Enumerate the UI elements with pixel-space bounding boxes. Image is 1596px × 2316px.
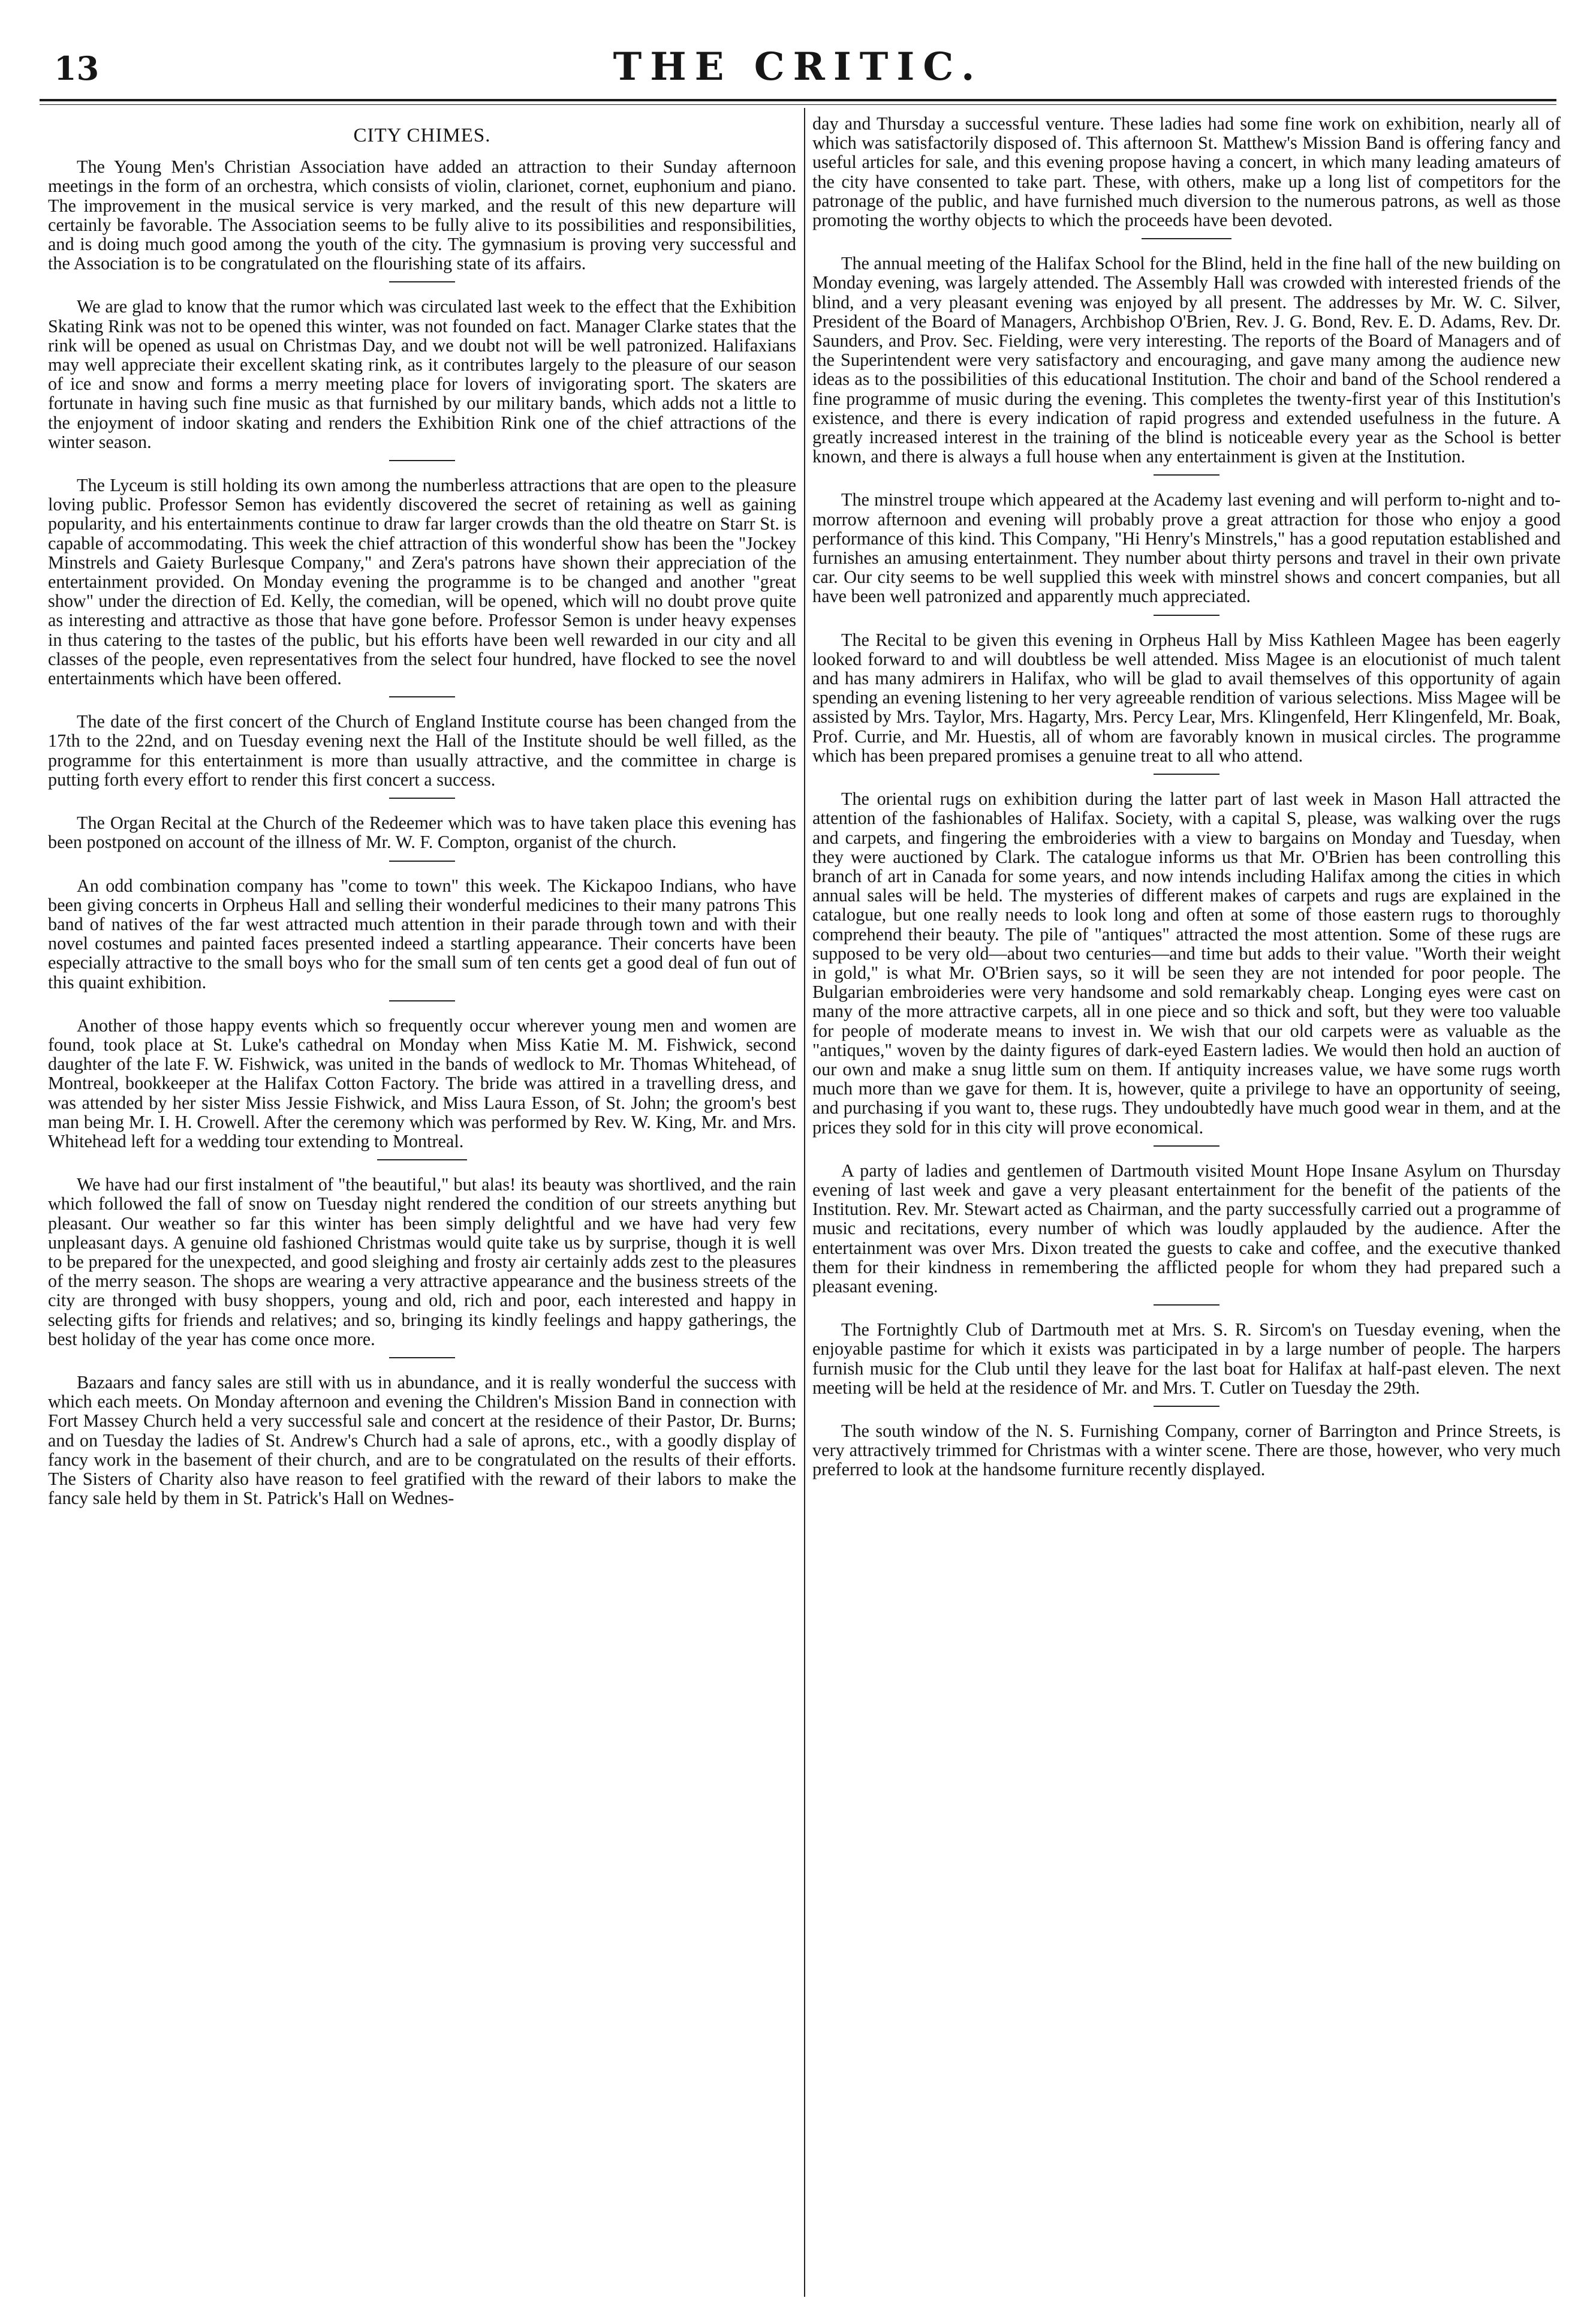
- article-paragraph: Another of those happy events which so frequently occur wherever young men and women are found, took place at St. Luke's cathedral on Monday when Miss Katie M. M. Fishwick, second daughter of the late F. W. Fishwick, was united in the bands of wedlock to Mr. Thomas Whitehead, of Montreal, bookkeeper at the Halifax Cotton Factory. The bride was attired in a travelling dress, and was attended by her sister Miss Jessie Fishwick, and Miss Laura Esson, of St. John; the groom's best man being Mr. I. H. Crowell. After the ceremony which was performed by Rev. W. King, Mr. and Mrs. Whitehead left for a wedding tour extending to Montreal.: [48, 1015, 796, 1151]
- article-separator: [1154, 1145, 1219, 1147]
- article-paragraph: We are glad to know that the rumor which was circulated last week to the effect that the Exhibition Skating Rink was not to be opened this winter, was not founded on fact. Manager Clarke states that the rink will be opened as usual on Christmas Day, and we doubt not will be well patronized. Halifaxians may well appreciate their excellent skating rink, as it contributes largely to the pleasure of our season of ice and snow and forms a merry meeting place for lovers of invigorating sport. The skaters are fortunate in having such fine music as that furnished by our military bands, which adds not a little to the enjoyment of indoor skating and renders the Exhibition Rink one of the chief attractions of the winter season.: [48, 296, 796, 452]
- article-separator: [389, 798, 455, 799]
- left-column: [48, 114, 796, 2291]
- article-separator: [389, 281, 455, 282]
- article-paragraph: The south window of the N. S. Furnishing Company, corner of Barrington and Prince Streets, is very attractively trimmed for Christmas with a winter scene. There are those, however, who very much preferred to look at the handsome furniture recently displayed.: [812, 1420, 1561, 1480]
- article-separator: [1154, 1304, 1219, 1306]
- article-paragraph: The Lyceum is still holding its own among the numberless attractions that are open to the pleasure loving public. Professor Semon has evidently discovered the secret of retaining as well as gaining popularity, and his entertainments continue to draw far larger crowds than the old theatre on Starr St. is capable of accommodating. This week the chief attraction of this wonderful show has been the "Jockey Minstrels and Gaiety Burlesque Company," and Zera's patrons have shown their appreciation of the entertainment provided. On Monday evening the programme is to be changed and another "great show" under the direction of Ed. Kelly, the comedian, will be opened, which will no doubt prove quite as interesting and attractive as those that have gone before. Professor Semon is under heavy expenses in thus catering to the tastes of the public, but his efforts have been well rewarded in our city and all classes of the people, even representatives from the select four hundred, have flocked to see the novel entertainments which have been offered.: [48, 475, 796, 689]
- article-separator: [1154, 474, 1219, 476]
- article-separator: [1154, 615, 1219, 616]
- article-separator: [1142, 238, 1231, 239]
- article-paragraph: An odd combination company has "come to town" this week. The Kickapoo Indians, who have been giving concerts in Orpheus Hall and selling their wonderful medicines to their many patrons This band of natives of the far west attracted much attention in their parade through town and with their novel costumes and painted faces presented indeed a startling appearance. Their concerts have been especially attractive to the small boys who for the small sum of ten cents get a good deal of fun out of this quaint exhibition.: [48, 875, 796, 992]
- article-separator: [389, 861, 455, 862]
- article-paragraph: A party of ladies and gentlemen of Dartmouth visited Mount Hope Insane Asylum on Thursday evening of last week and gave a very pleasant entertainment for the benefit of the patients of the Institution. Rev. Mr. Stewart acted as Chairman, and the party successfully carried out a programme of music and recitations, every number of which was loudly applauded by the audience. After the entertainment was over Mrs. Dixon treated the guests to cake and coffee, and the executive thanked them for their kindness in remembering the afflicted people for whom they had prepared such a pleasant evening.: [812, 1160, 1561, 1297]
- article-paragraph: day and Thursday a successful venture. These ladies had some fine work on exhibition, nearly all of which was satisfactorily disposed of. This afternoon St. Matthew's Mission Band is offering fancy and useful articles for sale, and this evening propose having a concert, in which many leading amateurs of the city have consented to take part. These, with others, make up a long list of competitors for the patronage of the public, and have furnished much diversion to the numerous patrons, as well as those promoting the worthy objects to which the proceeds have been devoted.: [812, 114, 1561, 231]
- right-column: [812, 114, 1561, 2291]
- article-paragraph: The Fortnightly Club of Dartmouth met at Mrs. S. R. Sircom's on Tuesday evening, when the enjoyable pastime for which it exists was participated in by a large number of people. The harpers furnish music for the Club until they leave for the last boat for Halifax at half-past eleven. The next meeting will be held at the residence of Mr. and Mrs. T. Cutler on Tuesday the 29th.: [812, 1319, 1561, 1398]
- article-paragraph: The annual meeting of the Halifax School for the Blind, held in the fine hall of the new building on Monday evening, was largely attended. The Assembly Hall was crowded with interested friends of the blind, and a very pleasant evening was enjoyed by all present. The addresses by Mr. W. C. Silver, President of the Board of Managers, Archbishop O'Brien, Rev. J. G. Bond, Rev. E. D. Adams, Rev. Dr. Saunders, and Prov. Sec. Fielding, were very interesting. The reports of the Board of Managers and of the Superintendent were very satisfactory and encouraging, and gave many among the audience new ideas as to the possibilities of this educational Institution. The choir and band of the School rendered a fine programme of music during the evening. This completes the twenty-first year of this Institution's existence, and there is every indication of rapid progress and extended usefulness in the future. A greatly increased interest in the training of the blind is noticeable every year as the School is better known, and there is always a full house when any entertainment is given at the Institution.: [812, 253, 1561, 467]
- article-separator: [1154, 774, 1219, 775]
- article-separator: [377, 1159, 467, 1160]
- header-rule-thin: [40, 104, 1556, 105]
- article-paragraph: Bazaars and fancy sales are still with us in abundance, and it is really wonderful the success with which each meets. On Monday afternoon and evening the Children's Mission Band in connection with Fort Massey Church held a very successful sale and concert at the residence of their Pastor, Dr. Burns; and on Tuesday the ladies of St. Andrew's Church had a sale of aprons, etc., with a goodly display of fancy work in the basement of their church, and are to be congratulated on the results of their efforts. The Sisters of Charity also have reason to feel gratified with the reward of their labors to make the fancy sale held by them in St. Patrick's Hall on Wednes-: [48, 1371, 796, 1509]
- section-title: CITY CHIMES.: [353, 125, 491, 146]
- article-paragraph: The date of the first concert of the Church of England Institute course has been changed from the 17th to the 22nd, and on Tuesday evening next the Hall of the Institute should be well filled, as the programme for this entertainment is more than usually attractive, and the committee in charge is putting forth every effort to render this first concert a success.: [48, 711, 796, 790]
- article-paragraph: We have had our first instalment of "the beautiful," but alas! its beauty was shortlived, and the rain which followed the fall of snow on Tuesday night rendered the condition of our streets anything but pleasant. Our weather so far this winter has been simply delightful and we have had very few unpleasant days. A genuine old fashioned Christmas would quite take us by surprise, though it is well to be prepared for the unexpected, and good sleighing and frosty air certainly adds zest to the pleasures of the merry season. The shops are wearing a very attractive appearance and the business streets of the city are thronged with busy shoppers, young and old, rich and poor, each interested and happy in selecting gifts for friends and relatives; and so, bringing its kindly feelings and happy gatherings, the best holiday of the year has come once more.: [48, 1174, 796, 1349]
- masthead-title: THE CRITIC.: [613, 44, 983, 89]
- article-separator: [389, 696, 455, 697]
- page-number: 13: [54, 49, 100, 88]
- article-separator: [1154, 1406, 1219, 1407]
- article-separator: [389, 1357, 455, 1358]
- article-separator: [389, 1000, 455, 1001]
- article-paragraph: The Young Men's Christian Association have added an attraction to their Sunday afternoon meetings in the form of an orchestra, which consists of violin, clarionet, cornet, euphonium and piano. The improvement in the musical service is very marked, and the result of this new departure will certainly be favorable. The Association seems to be fully alive to its possibilities and responsibilities, and is doing much good among the youth of the city. The gymnasium is proving very successful and the Association is to be congratulated on the flourishing state of its affairs.: [48, 157, 796, 274]
- page-header: [40, 36, 1556, 102]
- header-rule: [40, 99, 1556, 101]
- column-divider: [804, 108, 805, 2297]
- article-paragraph: The oriental rugs on exhibition during the latter part of last week in Mason Hall attracted the attention of the fashionables of Halifax. Society, with a capital S, please, was walking over the rugs and carpets, and fingering the embroideries with a view to bargains on Monday and Tuesday, when they were auctioned by Clark. The catalogue informs us that Mr. O'Brien has been controlling this branch of art in Canada for some years, and now intends including Halifax among the cities in which annual sales will be held. The mysteries of different makes of carpets and rugs are explained in the catalogue, but one really needs to look long and often at some of those eastern rugs to thoroughly comprehend their beauty. The pile of "antiques" attracted the most attention. Some of these rugs are supposed to be very old—about two centuries—and time but adds to their value. "Worth their weight in gold," is what Mr. O'Brien says, so it will be seen they are not intended for poor people. The Bulgarian embroideries were very handsome and sold remarkably cheap. Longing eyes were cast on many of the more attractive carpets, all in one piece and so thick and soft, but they were too valuable for people of moderate means to invest in. We wish that our old carpets were as valuable as the "antiques," woven by the dainty figures of dark-eyed Eastern ladies. We would then hold an auction of our own and make a snug little sum on them. If antiquity increases value, we have some rugs worth much more than we gave for them. It is, however, quite a privilege to have an opportunity of seeing, and purchasing if you want to, these rugs. They undoubtedly have much good wear in them, and at the prices they sold for in this city will prove economical.: [812, 789, 1561, 1138]
- article-paragraph: The Organ Recital at the Church of the Redeemer which was to have taken place this evening has been postponed on account of the illness of Mr. W. F. Compton, organist of the church.: [48, 813, 796, 853]
- article-paragraph: The minstrel troupe which appeared at the Academy last evening and will perform to-night and to-morrow afternoon and evening will probably prove a great attraction for those who enjoy a good performance of this kind. This Company, "Hi Henry's Minstrels," has a good reputation established and furnishes an amusing entertainment. They number about thirty persons and travel in their own private car. Our city seems to be well supplied this week with minstrel shows and concert companies, but all have been well patronized and apparently much appreciated.: [812, 489, 1561, 607]
- article-paragraph: The Recital to be given this evening in Orpheus Hall by Miss Kathleen Magee has been eagerly looked forward to and will doubtless be well attended. Miss Magee is an elocutionist of much talent and has many admirers in Halifax, who will be glad to avail themselves of this opportunity of again spending an evening listening to her very agreeable rendition of various selections. Miss Magee will be assisted by Mrs. Taylor, Mrs. Hagarty, Mrs. Percy Lear, Mrs. Klingenfeld, Herr Klingenfeld, Mr. Boak, Prof. Currie, and Mr. Huestis, all of whom are favorably known in musical circles. The programme which has been prepared promises a genuine treat to all who attend.: [812, 629, 1561, 766]
- article-separator: [389, 460, 455, 461]
